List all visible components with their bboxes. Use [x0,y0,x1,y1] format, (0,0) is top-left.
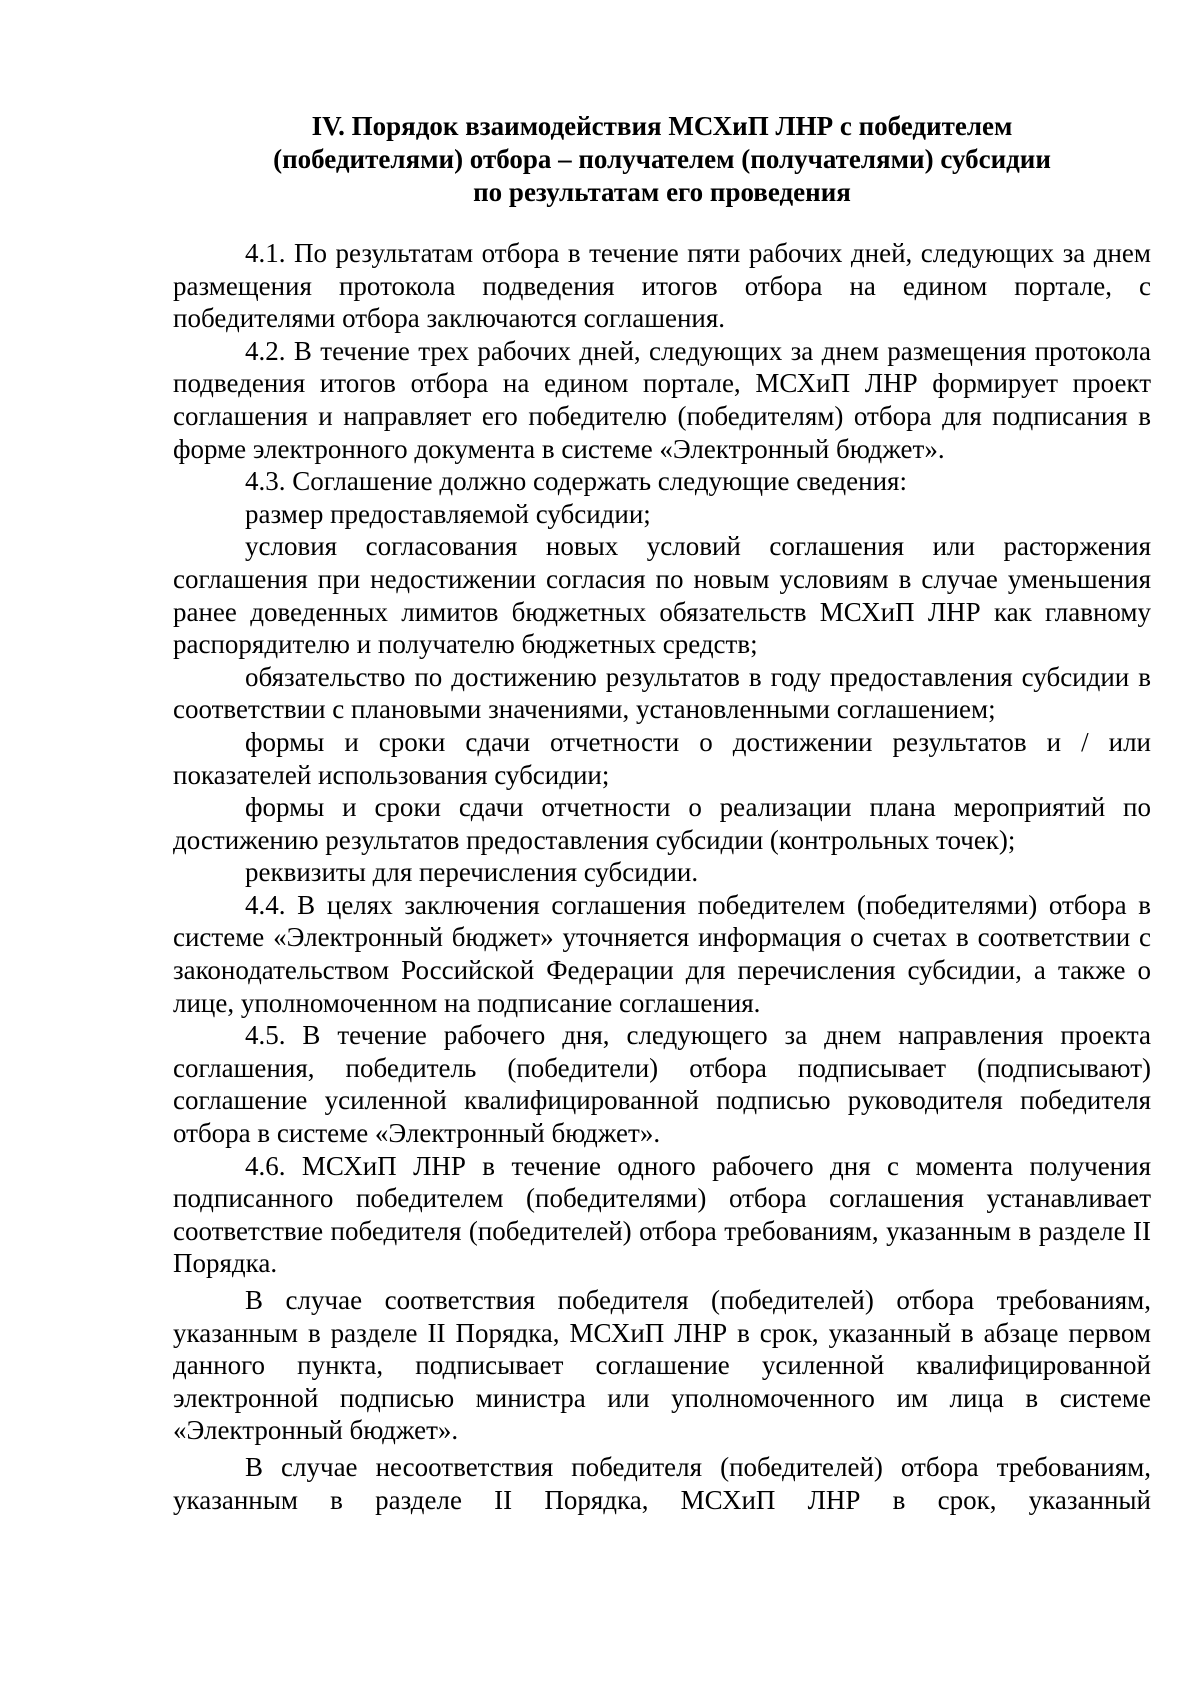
heading-line-2: (победителями) отбора – получателем (получателями) субсидии [273,144,1051,174]
paragraph-4-2: 4.2. В течение трех рабочих дней, следующих за днем размещения протокола подведения итогов отбора на едином портале, МСХиП ЛНР формирует проект соглашения и направляет его победителю (победителям) отбора для подписания в форме электронного документа в системе «Электронный бюджет». [173,335,1151,464]
paragraph-4-4: 4.4. В целях заключения соглашения победителем (победителями) отбора в системе «Электронный бюджет» уточняется информация о счетах в соответствии с законодательством Российской Федерации для перечисления субсидии, а также о лице, уполномоченном на подписание соглашения. [173,889,1151,1018]
heading-line-1: IV. Порядок взаимодействия МСХиП ЛНР с победителем [311,111,1013,141]
list-item-agreement-conditions: условия согласования новых условий соглашения или расторжения соглашения при недостижении согласия по новым условиям в случае уменьшения ранее доведенных лимитов бюджетных обязательств МСХиП ЛНР как главному распорядителю и получателю бюджетных средств; [173,531,1151,660]
paragraph-4-5: 4.5. В течение рабочего дня, следующего за днем направления проекта соглашения, победитель (победители) отбора подписывает (подписывают) соглашение усиленной квалифицированной подписью руководителя победителя отбора в системе «Электронный бюджет». [173,1020,1151,1149]
document-page [173,110,1151,1516]
section-heading [173,110,1151,209]
heading-line-3: по результатам его проведения [473,177,851,207]
list-item-reporting-plan: формы и сроки сдачи отчетности о реализации плана мероприятий по достижению результатов предоставления субсидии (контрольных точек); [173,792,1151,855]
paragraph-4-3: 4.3. Соглашение должно содержать следующие сведения: [245,466,907,497]
list-item-reporting-results: формы и сроки сдачи отчетности о достижении результатов и / или показателей использования субсидии; [173,726,1151,790]
paragraph-4-6: 4.6. МСХиП ЛНР в течение одного рабочего дня с момента получения подписанного победителем (победителями) отбора соглашения устанавливает соответствие победителя (победителей) отбора требованиям, указанным в разделе II Порядка. [173,1150,1151,1279]
list-item-payment-details: реквизиты для перечисления субсидии. [245,857,699,888]
paragraph-4-1: 4.1. По результатам отбора в течение пяти рабочих дней, следующих за днем размещения протокола подведения итогов отбора на едином портале, с победителями отбора заключаются соглашения. [173,238,1151,334]
list-item-results-obligation: обязательство по достижению результатов в году предоставления субсидии в соответствии с плановыми значениями, установленными соглашением; [173,661,1151,725]
paragraph-noncompliance-case: В случае несоответствия победителя (победителей) отбора требованиям, указанным в разделе II Порядка, МСХиП ЛНР в срок, указанный [173,1451,1151,1515]
paragraph-compliance-case: В случае соответствия победителя (победителей) отбора требованиям, указанным в разделе II Порядка, МСХиП ЛНР в срок, указанный в абзаце первом данного пункта, подписывает соглашение усиленной квалифицированной электронной подписью министра или уполномоченного им лица в системе «Электронный бюджет». [173,1285,1151,1446]
list-item-subsidy-size: размер предоставляемой субсидии; [245,498,651,529]
